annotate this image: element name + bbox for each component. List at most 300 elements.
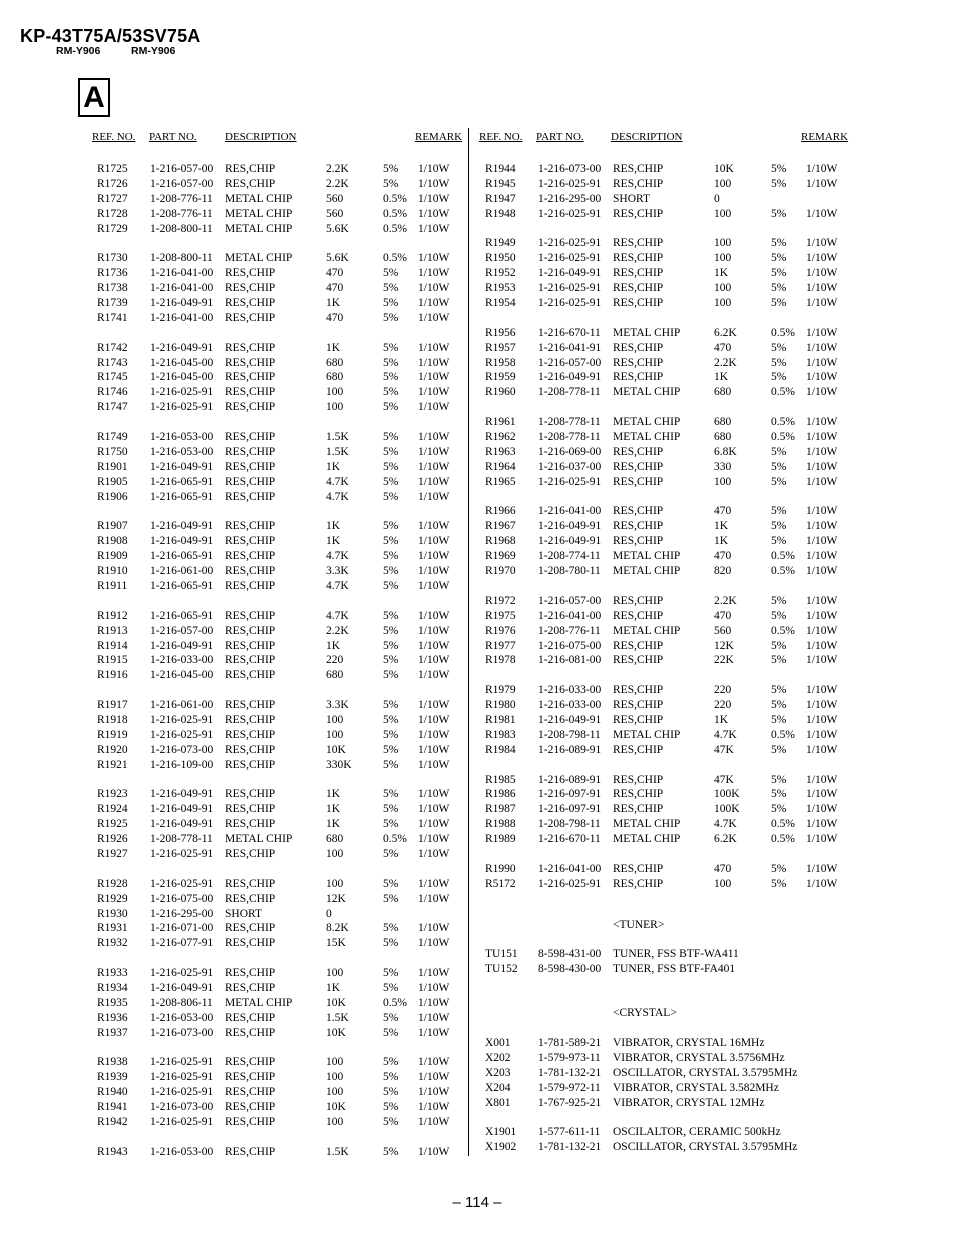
cell-value: 1K — [326, 818, 341, 831]
cell-description: METAL CHIP — [613, 326, 681, 339]
cell-part-no: 1-208-774-11 — [538, 550, 601, 563]
part-row — [97, 639, 477, 654]
cell-wattage: 1/10W — [418, 1116, 450, 1128]
cell-wattage: 1/10W — [418, 297, 450, 310]
cell-part-no: 1-208-806-11 — [150, 996, 213, 1009]
part-row — [97, 251, 477, 266]
cell-description: RES,CHIP — [225, 311, 276, 324]
cell-value: 4.7K — [714, 818, 737, 831]
cell-part-no: 1-216-065-91 — [150, 609, 214, 622]
cell-description: RES,CHIP — [225, 1116, 276, 1128]
cell-value: 560 — [714, 624, 732, 637]
cell-ref-no: R1945 — [485, 177, 516, 190]
cell-wattage: 1/10W — [418, 818, 450, 831]
cell-description: RES,CHIP — [225, 177, 276, 190]
cell-value: 1K — [714, 535, 729, 548]
row-spacer — [97, 773, 477, 788]
cell-wattage: 1/10W — [418, 535, 450, 548]
cell-description: OSCILLATOR, CRYSTAL 3.5795MHz — [613, 1141, 798, 1154]
cell-ref-no: R1928 — [97, 877, 128, 890]
cell-description: RES,CHIP — [613, 297, 664, 310]
cell-wattage: 1/10W — [418, 267, 450, 280]
cell-value: 10K — [714, 163, 734, 175]
part-row — [97, 266, 477, 281]
cell-wattage: 1/10W — [806, 341, 838, 354]
cell-ref-no: R1983 — [485, 728, 516, 741]
cell-part-no: 1-216-061-00 — [150, 565, 214, 578]
cell-value: 680 — [714, 431, 732, 444]
header-ref-no-right: REF. NO. — [479, 131, 523, 143]
cell-value: 1K — [326, 520, 341, 533]
cell-description: METAL CHIP — [613, 431, 681, 444]
cell-ref-no: R1901 — [97, 460, 128, 473]
cell-wattage: 1/10W — [806, 267, 838, 280]
cell-tolerance: 0.5% — [383, 252, 407, 265]
row-spacer — [485, 758, 865, 773]
cell-ref-no: X1901 — [485, 1126, 517, 1139]
cell-wattage: 1/10W — [418, 475, 450, 488]
part-row — [97, 222, 477, 237]
part-row — [97, 966, 477, 981]
cell-description: RES,CHIP — [613, 877, 664, 890]
cell-wattage: 1/10W — [418, 713, 450, 726]
part-row — [97, 281, 477, 296]
cell-wattage: 1/10W — [418, 401, 450, 414]
cell-description: RES,CHIP — [225, 639, 276, 652]
part-row — [485, 504, 865, 519]
cell-description: RES,CHIP — [225, 1086, 276, 1099]
cell-tolerance: 5% — [383, 356, 399, 369]
cell-part-no: 1-216-025-91 — [538, 475, 602, 488]
cell-tolerance: 5% — [383, 639, 399, 652]
part-row — [485, 177, 865, 192]
cell-description: METAL CHIP — [225, 252, 293, 265]
cell-wattage: 1/10W — [418, 922, 450, 935]
cell-value: 3.3K — [326, 699, 349, 712]
cell-description: RES,CHIP — [225, 371, 276, 384]
part-row — [485, 207, 865, 222]
cell-ref-no: X204 — [485, 1081, 511, 1094]
cell-tolerance: 5% — [771, 252, 787, 265]
cell-ref-no: R1970 — [485, 565, 516, 578]
cell-description: RES,CHIP — [613, 713, 664, 726]
cell-wattage: 1/10W — [806, 818, 838, 831]
cell-value: 0 — [326, 907, 332, 920]
cell-tolerance: 0.5% — [771, 565, 795, 578]
cell-part-no: 1-216-033-00 — [150, 654, 214, 667]
cell-wattage: 1/10W — [418, 639, 450, 652]
cell-part-no: 1-216-025-91 — [150, 847, 214, 860]
cell-part-no: 1-216-049-91 — [538, 713, 602, 726]
cell-wattage: 1/10W — [418, 192, 450, 205]
cell-wattage: 1/10W — [418, 788, 450, 801]
cell-tolerance: 0.5% — [771, 550, 795, 563]
cell-part-no: 1-216-025-91 — [150, 386, 214, 399]
cell-value: 220 — [326, 654, 344, 667]
cell-value: 1K — [326, 341, 341, 354]
cell-description: RES,CHIP — [225, 341, 276, 354]
cell-tolerance: 5% — [383, 565, 399, 578]
cell-wattage: 1/10W — [806, 862, 838, 875]
cell-part-no: 1-216-025-91 — [538, 237, 602, 250]
cell-description: METAL CHIP — [613, 550, 681, 563]
cell-ref-no: R1935 — [97, 996, 128, 1009]
cell-ref-no: X801 — [485, 1096, 511, 1109]
cell-wattage: 1/10W — [806, 460, 838, 473]
cell-part-no: 1-208-778-11 — [538, 416, 601, 429]
part-row — [97, 1100, 477, 1115]
cell-tolerance: 0.5% — [383, 996, 407, 1009]
cell-description: OSCILLATOR, CRYSTAL 3.5795MHz — [613, 1066, 798, 1079]
cell-tolerance: 5% — [383, 967, 399, 980]
cell-wattage: 1/10W — [806, 877, 838, 890]
part-row — [97, 802, 477, 817]
cell-description: RES,CHIP — [613, 654, 664, 667]
cell-ref-no: R1745 — [97, 371, 128, 384]
cell-ref-no: R1940 — [97, 1086, 128, 1099]
cell-wattage: 1/10W — [806, 207, 838, 220]
cell-part-no: 1-208-778-11 — [150, 833, 213, 846]
cell-part-no: 1-216-097-91 — [538, 788, 602, 801]
cell-value: 470 — [326, 311, 344, 324]
cell-ref-no: R1972 — [485, 594, 516, 607]
cell-part-no: 1-216-025-91 — [150, 713, 214, 726]
cell-value: 15K — [326, 937, 346, 950]
cell-part-no: 1-216-049-91 — [150, 297, 214, 310]
cell-description: RES,CHIP — [613, 460, 664, 473]
cell-value: 680 — [326, 371, 344, 384]
cell-tolerance: 0.5% — [771, 416, 795, 429]
section-letter-box: A — [78, 78, 110, 117]
header-description-right: DESCRIPTION — [611, 131, 683, 143]
part-row — [97, 832, 477, 847]
cell-part-no: 1-216-049-91 — [150, 818, 214, 831]
cell-ref-no: R1957 — [485, 341, 516, 354]
cell-tolerance: 5% — [383, 475, 399, 488]
cell-tolerance: 5% — [383, 163, 399, 175]
cell-description: RES,CHIP — [225, 1145, 276, 1158]
cell-part-no: 1-216-025-91 — [150, 1116, 214, 1128]
cell-tolerance: 5% — [383, 267, 399, 280]
cell-part-no: 1-216-065-91 — [150, 475, 214, 488]
cell-wattage: 1/10W — [418, 311, 450, 324]
cell-value: 220 — [714, 699, 732, 712]
cell-value: 1K — [326, 297, 341, 310]
cell-value: 2.2K — [326, 624, 349, 637]
header-remark-right: REMARK — [801, 131, 849, 143]
cell-value: 470 — [326, 267, 344, 280]
cell-description: RES,CHIP — [225, 356, 276, 369]
cell-ref-no: R1911 — [97, 579, 128, 592]
cell-part-no: 1-216-097-91 — [538, 803, 602, 816]
cell-ref-no: R1725 — [97, 163, 128, 175]
cell-ref-no: X203 — [485, 1066, 511, 1079]
cell-description: RES,CHIP — [225, 788, 276, 801]
cell-value: 100K — [714, 803, 740, 816]
part-row — [485, 1036, 865, 1051]
cell-tolerance: 5% — [771, 237, 787, 250]
cell-ref-no: R1926 — [97, 833, 128, 846]
cell-ref-no: X1902 — [485, 1141, 517, 1154]
cell-ref-no: R1932 — [97, 937, 128, 950]
cell-part-no: 1-216-025-91 — [150, 1071, 214, 1084]
part-row — [485, 817, 865, 832]
cell-value: 100 — [714, 877, 732, 890]
cell-value: 1.5K — [326, 445, 349, 458]
cell-wattage: 1/10W — [418, 654, 450, 667]
cell-ref-no: R1988 — [485, 818, 516, 831]
part-row — [97, 668, 477, 683]
cell-tolerance: 5% — [771, 371, 787, 384]
cell-value: 2.2K — [326, 177, 349, 190]
cell-tolerance: 5% — [383, 460, 399, 473]
cell-tolerance: 5% — [771, 520, 787, 533]
part-row — [485, 728, 865, 743]
cell-description: OSCILALTOR, CERAMIC 500kHz — [613, 1126, 781, 1139]
row-spacer — [485, 400, 865, 415]
cell-value: 100 — [714, 297, 732, 310]
cell-description: METAL CHIP — [225, 222, 293, 235]
part-row — [97, 192, 477, 207]
cell-ref-no: R1985 — [485, 773, 516, 786]
cell-ref-no: R1981 — [485, 713, 516, 726]
cell-value: 1K — [326, 460, 341, 473]
cell-wattage: 1/10W — [806, 743, 838, 756]
cell-wattage: 1/10W — [418, 981, 450, 994]
cell-description: METAL CHIP — [613, 386, 681, 399]
cell-wattage: 1/10W — [418, 699, 450, 712]
cell-tolerance: 5% — [771, 163, 787, 175]
cell-part-no: 1-579-972-11 — [538, 1081, 601, 1094]
cell-value: 47K — [714, 773, 734, 786]
part-row — [97, 1026, 477, 1041]
cell-wattage: 1/10W — [418, 1086, 450, 1099]
cell-part-no: 1-216-041-00 — [538, 609, 602, 622]
cell-part-no: 1-216-077-91 — [150, 937, 214, 950]
cell-part-no: 1-216-075-00 — [150, 892, 214, 905]
cell-wattage: 1/10W — [806, 416, 838, 429]
cell-part-no: 1-208-800-11 — [150, 222, 213, 235]
cell-part-no: 1-208-778-11 — [538, 386, 601, 399]
row-spacer — [485, 1110, 865, 1125]
part-row — [485, 877, 865, 892]
cell-tolerance: 5% — [771, 788, 787, 801]
part-row — [97, 341, 477, 356]
cell-description: RES,CHIP — [613, 356, 664, 369]
cell-ref-no: R1913 — [97, 624, 128, 637]
cell-description: RES,CHIP — [613, 773, 664, 786]
cell-ref-no: R1965 — [485, 475, 516, 488]
cell-value: 470 — [714, 609, 732, 622]
cell-tolerance: 5% — [383, 1101, 399, 1114]
cell-part-no: 1-216-295-00 — [538, 192, 602, 205]
cell-wattage: 1/10W — [418, 520, 450, 533]
cell-wattage: 1/10W — [418, 550, 450, 563]
cell-value: 680 — [714, 416, 732, 429]
part-row — [485, 460, 865, 475]
cell-wattage: 1/10W — [418, 624, 450, 637]
header-ref-no: REF. NO. — [92, 131, 136, 143]
cell-description: RES,CHIP — [613, 177, 664, 190]
cell-ref-no: R1968 — [485, 535, 516, 548]
cell-part-no: 1-216-041-00 — [150, 311, 214, 324]
cell-wattage: 1/10W — [806, 326, 838, 339]
cell-tolerance: 5% — [383, 788, 399, 801]
part-row — [97, 1070, 477, 1085]
cell-ref-no: R1958 — [485, 356, 516, 369]
cell-ref-no: R1927 — [97, 847, 128, 860]
cell-part-no: 1-216-033-00 — [538, 699, 602, 712]
cell-part-no: 1-216-041-00 — [538, 862, 602, 875]
part-row — [485, 341, 865, 356]
cell-description: RES,CHIP — [225, 520, 276, 533]
cell-description: RES,CHIP — [225, 758, 276, 771]
cell-tolerance: 5% — [383, 937, 399, 950]
part-row — [485, 802, 865, 817]
cell-wattage: 1/10W — [806, 639, 838, 652]
cell-ref-no: R1952 — [485, 267, 516, 280]
part-row — [97, 907, 477, 922]
cell-ref-no: R1947 — [485, 192, 516, 205]
cell-wattage: 1/10W — [806, 163, 838, 175]
cell-part-no: 1-216-041-00 — [150, 267, 214, 280]
cell-description: VIBRATOR, CRYSTAL 3.5756MHz — [613, 1051, 785, 1064]
cell-tolerance: 5% — [383, 877, 399, 890]
cell-part-no: 1-216-065-91 — [150, 550, 214, 563]
cell-part-no: 1-216-073-00 — [150, 1101, 214, 1114]
cell-description: RES,CHIP — [225, 579, 276, 592]
cell-ref-no: R1919 — [97, 728, 128, 741]
cell-tolerance: 5% — [383, 177, 399, 190]
cell-description: METAL CHIP — [613, 624, 681, 637]
cell-description: RES,CHIP — [225, 475, 276, 488]
cell-value: 680 — [326, 669, 344, 682]
part-row — [485, 564, 865, 579]
cell-value: 820 — [714, 565, 732, 578]
cell-wattage: 1/10W — [418, 847, 450, 860]
cell-value: 100 — [714, 207, 732, 220]
cell-wattage: 1/10W — [806, 237, 838, 250]
part-row — [485, 445, 865, 460]
cell-description: RES,CHIP — [225, 937, 276, 950]
cell-description: RES,CHIP — [225, 297, 276, 310]
cell-ref-no: R1950 — [485, 252, 516, 265]
cell-description: METAL CHIP — [225, 207, 293, 220]
cell-part-no: 1-781-589-21 — [538, 1037, 602, 1049]
part-row — [485, 370, 865, 385]
cell-tolerance: 5% — [383, 386, 399, 399]
cell-ref-no: R1964 — [485, 460, 516, 473]
cell-part-no: 1-216-049-91 — [150, 981, 214, 994]
cell-tolerance: 5% — [771, 535, 787, 548]
cell-value: 100 — [714, 177, 732, 190]
cell-description: RES,CHIP — [613, 609, 664, 622]
row-spacer — [97, 862, 477, 877]
parts-list-right — [485, 162, 865, 892]
cell-value: 100K — [714, 788, 740, 801]
cell-value: 2.2K — [326, 163, 349, 175]
cell-tolerance: 5% — [771, 282, 787, 295]
cell-description: RES,CHIP — [613, 237, 664, 250]
cell-part-no: 1-216-089-91 — [538, 743, 602, 756]
part-row — [97, 460, 477, 475]
cell-wattage: 1/10W — [806, 297, 838, 310]
part-row — [485, 281, 865, 296]
cell-description: RES,CHIP — [225, 654, 276, 667]
cell-description: RES,CHIP — [225, 431, 276, 444]
cell-tolerance: 5% — [383, 847, 399, 860]
cell-part-no: 1-216-049-91 — [150, 520, 214, 533]
part-row — [485, 415, 865, 430]
cell-value: 5.6K — [326, 252, 349, 265]
cell-value: 1K — [714, 371, 729, 384]
cell-description: RES,CHIP — [225, 669, 276, 682]
cell-wattage: 1/10W — [418, 803, 450, 816]
cell-part-no: 1-216-025-91 — [538, 177, 602, 190]
cell-value: 470 — [714, 862, 732, 875]
part-row — [97, 430, 477, 445]
part-row — [485, 787, 865, 802]
cell-part-no: 1-216-065-91 — [150, 490, 214, 503]
part-row — [485, 1096, 865, 1111]
cell-tolerance: 0.5% — [771, 624, 795, 637]
cell-wattage: 1/10W — [806, 833, 838, 846]
cell-part-no: 1-216-049-91 — [538, 371, 602, 384]
cell-description: RES,CHIP — [613, 505, 664, 518]
cell-description: RES,CHIP — [225, 445, 276, 458]
cell-part-no: 1-216-045-00 — [150, 669, 214, 682]
cell-part-no: 1-216-109-00 — [150, 758, 214, 771]
part-row — [97, 519, 477, 534]
cell-part-no: 1-216-081-00 — [538, 654, 602, 667]
cell-ref-no: R1749 — [97, 431, 128, 444]
cell-value: 1K — [714, 713, 729, 726]
cell-wattage: 1/10W — [418, 877, 450, 890]
cell-tolerance: 5% — [771, 594, 787, 607]
cell-tolerance: 0.5% — [383, 833, 407, 846]
cell-ref-no: TU151 — [485, 948, 518, 960]
header-remark: REMARK — [415, 131, 463, 143]
cell-wattage: 1/10W — [418, 163, 450, 175]
cell-description: RES,CHIP — [225, 1056, 276, 1069]
row-spacer — [485, 668, 865, 683]
part-row — [485, 519, 865, 534]
cell-part-no: 1-216-041-91 — [538, 341, 602, 354]
cell-tolerance: 5% — [771, 862, 787, 875]
cell-value: 8.2K — [326, 922, 349, 935]
cell-part-no: 1-216-049-91 — [150, 341, 214, 354]
cell-description: RES,CHIP — [225, 490, 276, 503]
cell-part-no: 1-216-049-91 — [538, 520, 602, 533]
part-row — [485, 534, 865, 549]
cell-value: 1K — [326, 788, 341, 801]
cell-part-no: 1-216-045-00 — [150, 356, 214, 369]
cell-value: 1K — [326, 535, 341, 548]
cell-tolerance: 5% — [383, 699, 399, 712]
cell-value: 4.7K — [714, 728, 737, 741]
cell-wattage: 1/10W — [418, 579, 450, 592]
cell-ref-no: R1966 — [485, 505, 516, 518]
part-row — [485, 192, 865, 207]
cell-part-no: 1-208-776-11 — [538, 624, 601, 637]
cell-tolerance: 0.5% — [771, 728, 795, 741]
cell-description: RES,CHIP — [613, 207, 664, 220]
cell-tolerance: 5% — [771, 654, 787, 667]
cell-description: RES,CHIP — [613, 475, 664, 488]
part-row — [97, 296, 477, 311]
cell-ref-no: TU152 — [485, 962, 518, 975]
cell-value: 680 — [714, 386, 732, 399]
